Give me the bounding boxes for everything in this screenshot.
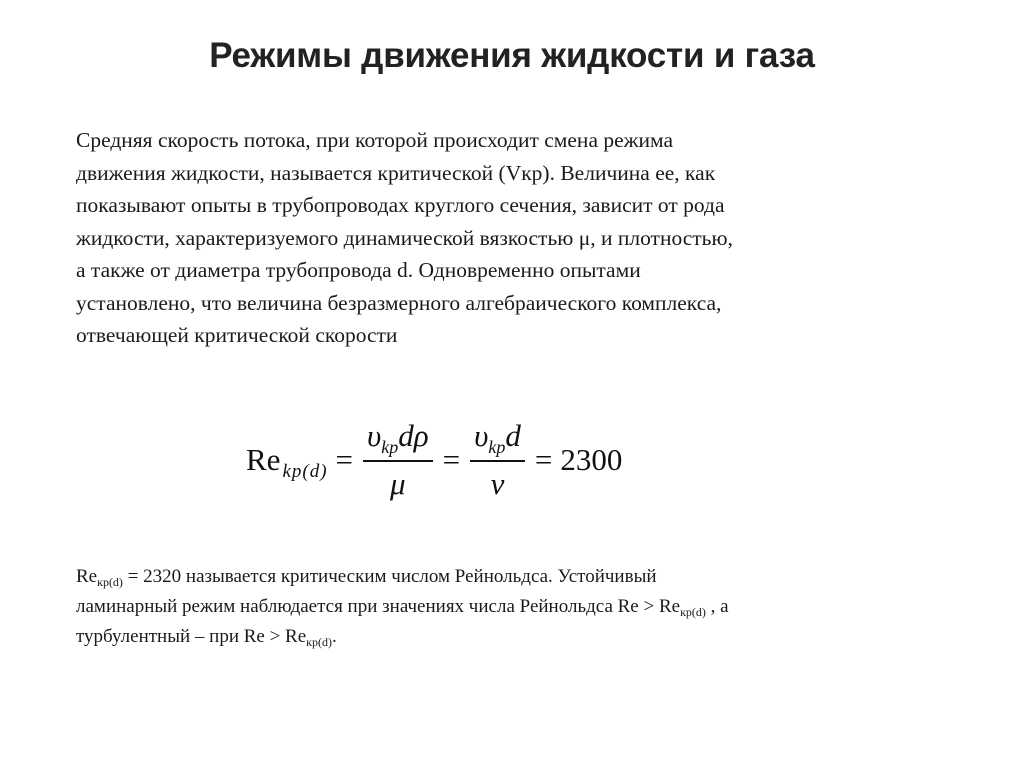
- formula-equals-1: =: [335, 442, 354, 477]
- body-paragraph: [76, 124, 956, 352]
- bottom-paragraph: [76, 562, 956, 652]
- bottom-line-3: турбулентный – при $Re > Re_{кр(d)}$.: [76, 626, 337, 649]
- formula-fraction-1: [363, 418, 433, 502]
- formula-re: Re: [246, 442, 281, 477]
- paragraph-line: движения жидкости, называется критической (Vкр). Величина ее, как: [76, 160, 716, 185]
- paragraph-line: жидкости, характеризуемого динамической вязкостью μ, и плотностью,: [76, 225, 733, 250]
- paragraph-line: а также от диаметра трубопровода d. Одновременно опытами: [76, 258, 641, 282]
- fraction-1-numerator: $\upsilon_{kp}d\rho$: [367, 418, 429, 458]
- bottom-line-2: ламинарный режим наблюдается при значениях числа Рейнольдса $Re > Re_{кр(d)}$ , а: [76, 596, 729, 619]
- paragraph-line: Средняя скорость потока, при которой происходит смена режима: [76, 128, 674, 152]
- fraction-2-numerator: $\upsilon_{kp}d$: [474, 418, 521, 458]
- paragraph-line: показывают опыты в трубопроводах круглого сечения, зависит от рода: [76, 193, 725, 217]
- slide-title: Режимы движения жидкости и газа: [209, 36, 815, 75]
- paragraph-line: отвечающей критической скорости: [76, 323, 398, 347]
- formula-fraction-2: [470, 418, 525, 502]
- formula-result: 2300: [560, 442, 623, 477]
- formula-re-subscript: kp(d): [282, 461, 328, 482]
- fraction-2-denominator: ν: [490, 465, 505, 501]
- formula-equals-2: =: [442, 442, 461, 477]
- fraction-1-denominator: μ: [390, 465, 406, 501]
- bottom-line-1: $Re_{кр(d)} = 2320$ называется критическим числом Рейнольдса. Устойчивый: [76, 566, 657, 589]
- formula-equals-3: =: [534, 442, 553, 477]
- paragraph-line: установлено, что величина безразмерного алгебраического комплекса,: [76, 290, 722, 315]
- reynolds-formula: [246, 405, 622, 515]
